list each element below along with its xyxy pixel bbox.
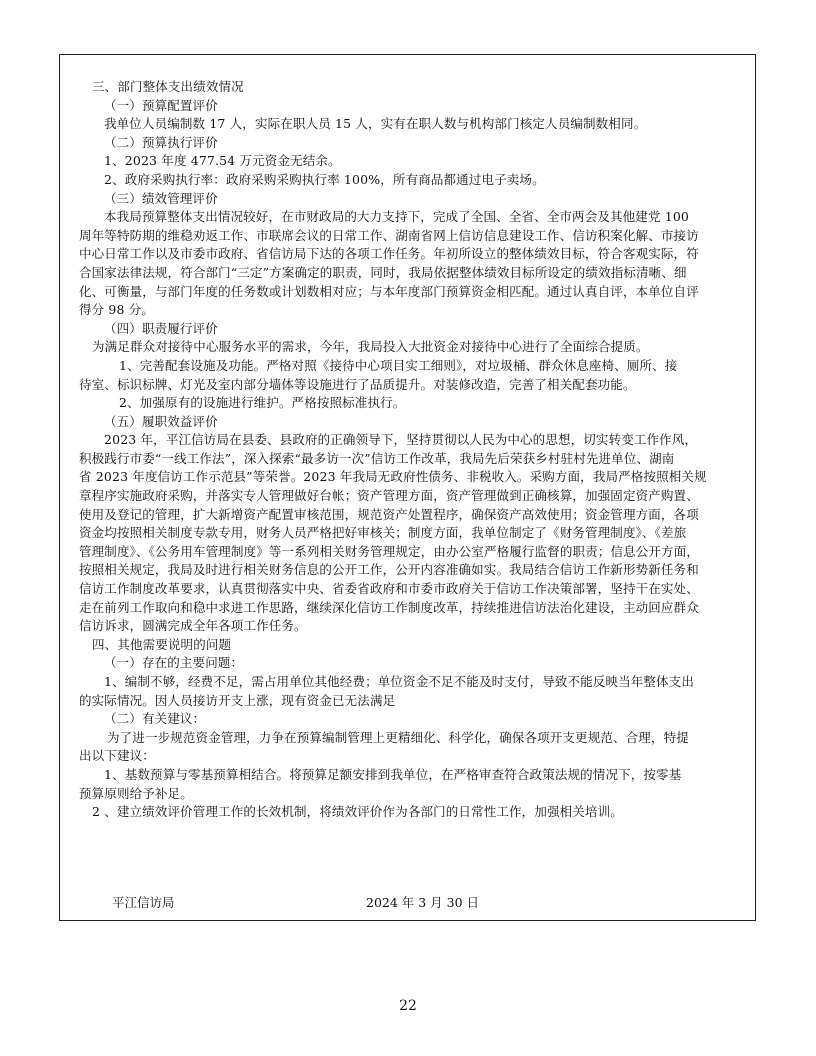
paragraph-line: 信访诉求，圆满完成全年各项工作任务。 bbox=[79, 618, 307, 634]
paragraph-line: 得分 98 分。 bbox=[79, 302, 155, 318]
paragraph-line: 省 2023 年度信访工作示范县”等荣誉。2023 年我局无政府性债务、非税收入。采购方面，我局严格按照相关规 bbox=[79, 469, 707, 485]
paragraph-line: 2023 年，平江信访局在县委、县政府的正确领导下，坚持贯彻以人民为中心的思想，切实转变工作作风， bbox=[104, 432, 698, 448]
subheading-budget-allocation: （一）预算配置评价 bbox=[104, 97, 218, 113]
paragraph-line: 合国家法律法规，符合部门“三定”方案确定的职责，同时，我局依据整体绩效目标所设定的绩效指标清晰、细 bbox=[79, 264, 687, 280]
paragraph-line: 2、加强原有的设施进行维护。严格按照标准执行。 bbox=[119, 395, 406, 411]
paragraph-line: 2 、建立绩效评价管理工作的长效机制，将绩效评价作为各部门的日常性工作，加强相关培训。 bbox=[92, 804, 623, 820]
subheading-effectiveness: （五）履职效益评价 bbox=[104, 413, 218, 429]
subheading-budget-execution: （二）预算执行评价 bbox=[104, 134, 218, 150]
paragraph-line: 积极践行市委“一线工作法”，深入探索“最多访一次”信访工作改革，我局先后荣获乡村驻村先进单位、湖南 bbox=[79, 450, 675, 466]
paragraph-line: 资金均按照相关制度专款专用，财务人员严格把好审核关；制度方面，我单位制定了《财务管理制度》、《差旅 bbox=[79, 525, 687, 541]
page-number: 22 bbox=[399, 998, 417, 1014]
section-heading-3: 三、部门整体支出绩效情况 bbox=[92, 79, 244, 94]
paragraph-line: 使用及登记的管理，扩大新增资产配置审核范围，规范资产处置程序，确保资产高效使用；资金管理方面，各项 bbox=[79, 506, 699, 522]
subheading-performance-management: （三）绩效管理评价 bbox=[104, 190, 218, 206]
paragraph-line: 周年等特防期的维稳劝返工作、市联席会议的日常工作、湖南省网上信访信息建设工作、信访积案化解、市接访 bbox=[79, 227, 699, 243]
paragraph-line: 按照相关规定，我局及时进行相关财务信息的公开工作，公开内容准确如实。我局结合信访工作新形势新任务和 bbox=[79, 562, 699, 578]
subheading-suggestions: （二）有关建议： bbox=[104, 711, 206, 727]
paragraph-line: 1、完善配套设施及功能。严格对照《接待中心项目实工细则》，对垃圾桶、群众休息座椅、厕所、接 bbox=[119, 357, 678, 373]
list-item-2: 2、政府采购执行率：政府采购采购执行率 100%，所有商品都通过电子卖场。 bbox=[104, 171, 545, 187]
paragraph-staffing: 我单位人员编制数 17 人，实际在职人员 15 人，实有在职人数与机构部门核定人员编制数相同。 bbox=[104, 116, 647, 132]
paragraph-line: 1、编制不够，经费不足，需占用单位其他经费；单位资金不足不能及时支付，导致不能反映当年整体支出 bbox=[104, 674, 695, 689]
document-frame bbox=[59, 54, 756, 921]
list-item-1: 1、2023 年度 477.54 万元资金无结余。 bbox=[104, 153, 341, 169]
paragraph-line: 为了进一步规范资金管理，力争在预算编制管理上更精细化、科学化，确保各项开支更规范、合理，特提 bbox=[107, 729, 689, 745]
paragraph-line: 出以下建议： bbox=[79, 748, 155, 764]
paragraph-line: 预算原则给予补足。 bbox=[79, 785, 193, 801]
paragraph-line: 化、可衡量，与部门年度的任务数或计划数相对应；与本年度部门预算资金相匹配。通过认真自评，本单位自评 bbox=[79, 283, 699, 299]
paragraph-line: 的实际情况。因人员接访开支上涨，现有资金已无法满足 bbox=[79, 692, 396, 708]
paragraph-line: 待室、标识标牌、灯光及室内部分墙体等设施进行了品质提升。对装修改造，完善了相关配套功能。 bbox=[79, 376, 636, 392]
paragraph-line: 1、基数预算与零基预算相结合。将预算足额安排到我单位，在严格审查符合政策法规的情况下，按零基 bbox=[104, 766, 682, 782]
issue-date: 2024 年 3 月 30 日 bbox=[366, 895, 480, 910]
subheading-duty-performance: （四）职责履行评价 bbox=[104, 320, 218, 336]
paragraph-line: 为满足群众对接待中心服务水平的需求，今年，我局投入大批资金对接待中心进行了全面综合提质。 bbox=[92, 339, 649, 355]
paragraph-line: 章程序实施政府采购，并落实专人管理做好台帐；资产管理方面，资产管理做到正确核算，加强固定资产购置、 bbox=[79, 488, 699, 504]
paragraph-line: 走在前列工作取向和稳中求进工作思路，继续深化信访工作制度改革，持续推进信访法治化建设，主动回应群众 bbox=[79, 599, 699, 615]
paragraph-line: 信访工作制度改革要求，认真贯彻落实中央、省委省政府和市委市政府关于信访工作决策部署，坚持干在实处、 bbox=[79, 581, 699, 597]
paragraph-line: 管理制度》、《公务用车管理制度》等一系列相关财务管理规定，由办公室严格履行监督的职责；信息公开方面， bbox=[79, 543, 700, 559]
subheading-main-problems: （一）存在的主要问题： bbox=[104, 655, 244, 671]
document-body bbox=[79, 78, 739, 822]
paragraph-line: 本我局预算整体支出情况较好，在市财政局的大力支持下，完成了全国、全省、全市两会及其他建党 100 bbox=[104, 209, 690, 225]
issuing-unit: 平江信访局 bbox=[112, 895, 175, 910]
paragraph-line: 中心日常工作以及市委市政府、省信访局下达的各项工作任务。年初所设立的整体绩效目标，符合客观实际，符 bbox=[79, 246, 699, 262]
section-heading-4: 四、其他需要说明的问题 bbox=[92, 636, 232, 652]
